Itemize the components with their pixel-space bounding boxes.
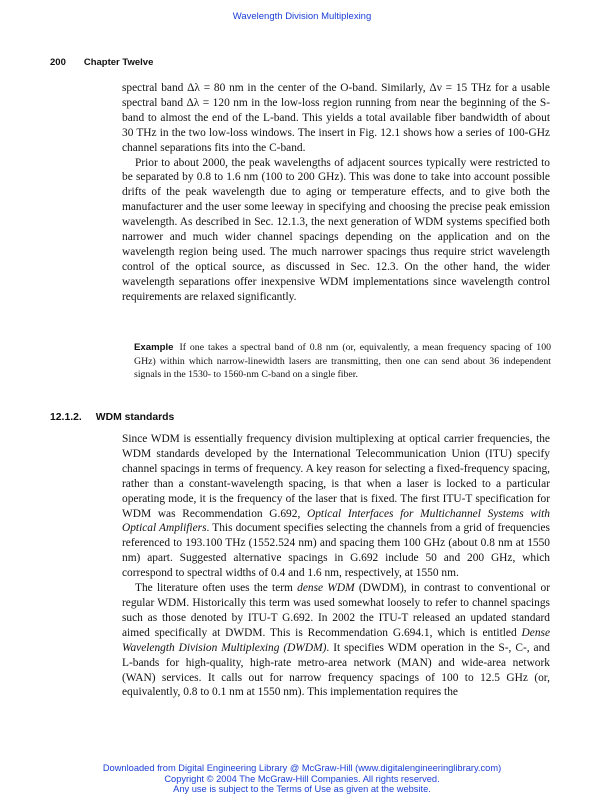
section-heading [50,412,174,423]
section-title: WDM standards [95,412,175,423]
text-run: Since WDM is essentially frequency division multiplexing at optical carrier frequencies, the WDM standards developed by the International Telecommunication Union (ITU) specify channel spacings in terms of frequency. A key reason for selecting a fixed-frequency spacing, rather than a constant-wavelength spacing, is that when a laser is locked to a particular operating mode, it is the frequency of the laser that is fixed. The first ITU-T specification for WDM was Recommendation G.692, [122,433,550,520]
running-header [50,57,153,68]
italic-term: dense WDM [297,582,355,595]
section-number: 12.1.2. [50,412,82,423]
example-box [134,341,551,382]
top-title-link[interactable]: Wavelength Division Multiplexing [232,11,372,22]
italic-title: Dense Wavelength Division Multiplexing (DWDM) [122,626,550,654]
italic-title: Optical Interfaces for Multichannel Systems with Optical Amplifiers [122,507,550,535]
text-run: . This document specifies selecting the channels from a grid of frequencies referenced to 193.100 THz (1552.524 nm) and spacing them 100 GHz (about 0.8 nm at 1550 nm) apart. Suggested alternative spacings in G.692 include 50 and 200 GHz, which correspond to spectral widths of 0.4 and 1.6 nm, respectively, at 1550 nm. [122,522,550,580]
chapter-title: Chapter Twelve [83,57,154,68]
body-text-bottom [122,432,550,700]
footer-copyright-link[interactable]: Copyright © 2004 The McGraw-Hill Companies. All rights reserved. [164,773,440,784]
page-number: 200 [50,57,66,68]
paragraph [122,432,550,581]
example-label: Example [134,342,174,353]
paragraph [122,581,550,700]
paragraph: spectral band Δλ = 80 nm in the center of the O-band. Similarly, Δν = 15 THz for a usable spectral band Δλ = 120 nm in the low-loss region running from near the beginning of the S-band to almost the end of the L-band. This yields a total available fiber bandwidth of about 30 THz in the two low-loss windows. The insert in Fig. 12.1 shows how a series of 100-GHz channel separations fits into the C-band. [122,82,550,154]
example-text: If one takes a spectral band of 0.8 nm (or, equivalently, a mean frequency spacing of 100 GHz) within which narrow-linewidth lasers are transmitting, then one can send about 36 independent signals in the 1530- to 1560-nm C-band on a single fiber. [134,342,551,381]
footer-terms-link[interactable]: Any use is subject to the Terms of Use as given at the website. [173,784,431,795]
footer [0,763,604,795]
text-run: The literature often uses the term [135,582,298,595]
body-text-top [122,81,550,305]
text-run: . It specifies WDM operation in the S-, C-, and L-bands for high-quality, high-rate metro-area network (MAN) and wide-area network (WAN) services. It calls out for narrow frequency spacings of 100 to 12.5 GHz (or, equivalently, 0.8 to 0.1 nm at 1550 nm). This implementation requires the [122,641,550,699]
paragraph: Prior to about 2000, the peak wavelengths of adjacent sources typically were restricted to be separated by 0.8 to 1.6 nm (100 to 200 GHz). This was done to take into account possible drifts of the peak wavelength due to aging or temperature effects, and to give both the manufacturer and the user some leeway in specifying and choosing the precise peak emission wavelength. As described in Sec. 12.1.3, the next generation of WDM systems specified both narrower and much wider channel spacings depending on the application and on the wavelength region being used. The much narrower spacings thus require strict wavelength control of the optical source, as discussed in Sec. 12.3. On the other hand, the wider wavelength separations offer inexpensive WDM implementations since wavelength control requirements are relaxed significantly. [122,156,550,303]
text-run: (DWDM), in contrast to conventional or regular WDM. Historically this term was used somewhat loosely to refer to channel spacings such as those denoted by ITU-T G.692. In 2002 the ITU-T released an updated standard aimed specifically at DWDM. This is Recommendation G.694.1, which is entitled [122,582,550,639]
footer-download-link[interactable]: Downloaded from Digital Engineering Library @ McGraw-Hill (www.digitalengineeringlibrary.com) [102,763,502,773]
